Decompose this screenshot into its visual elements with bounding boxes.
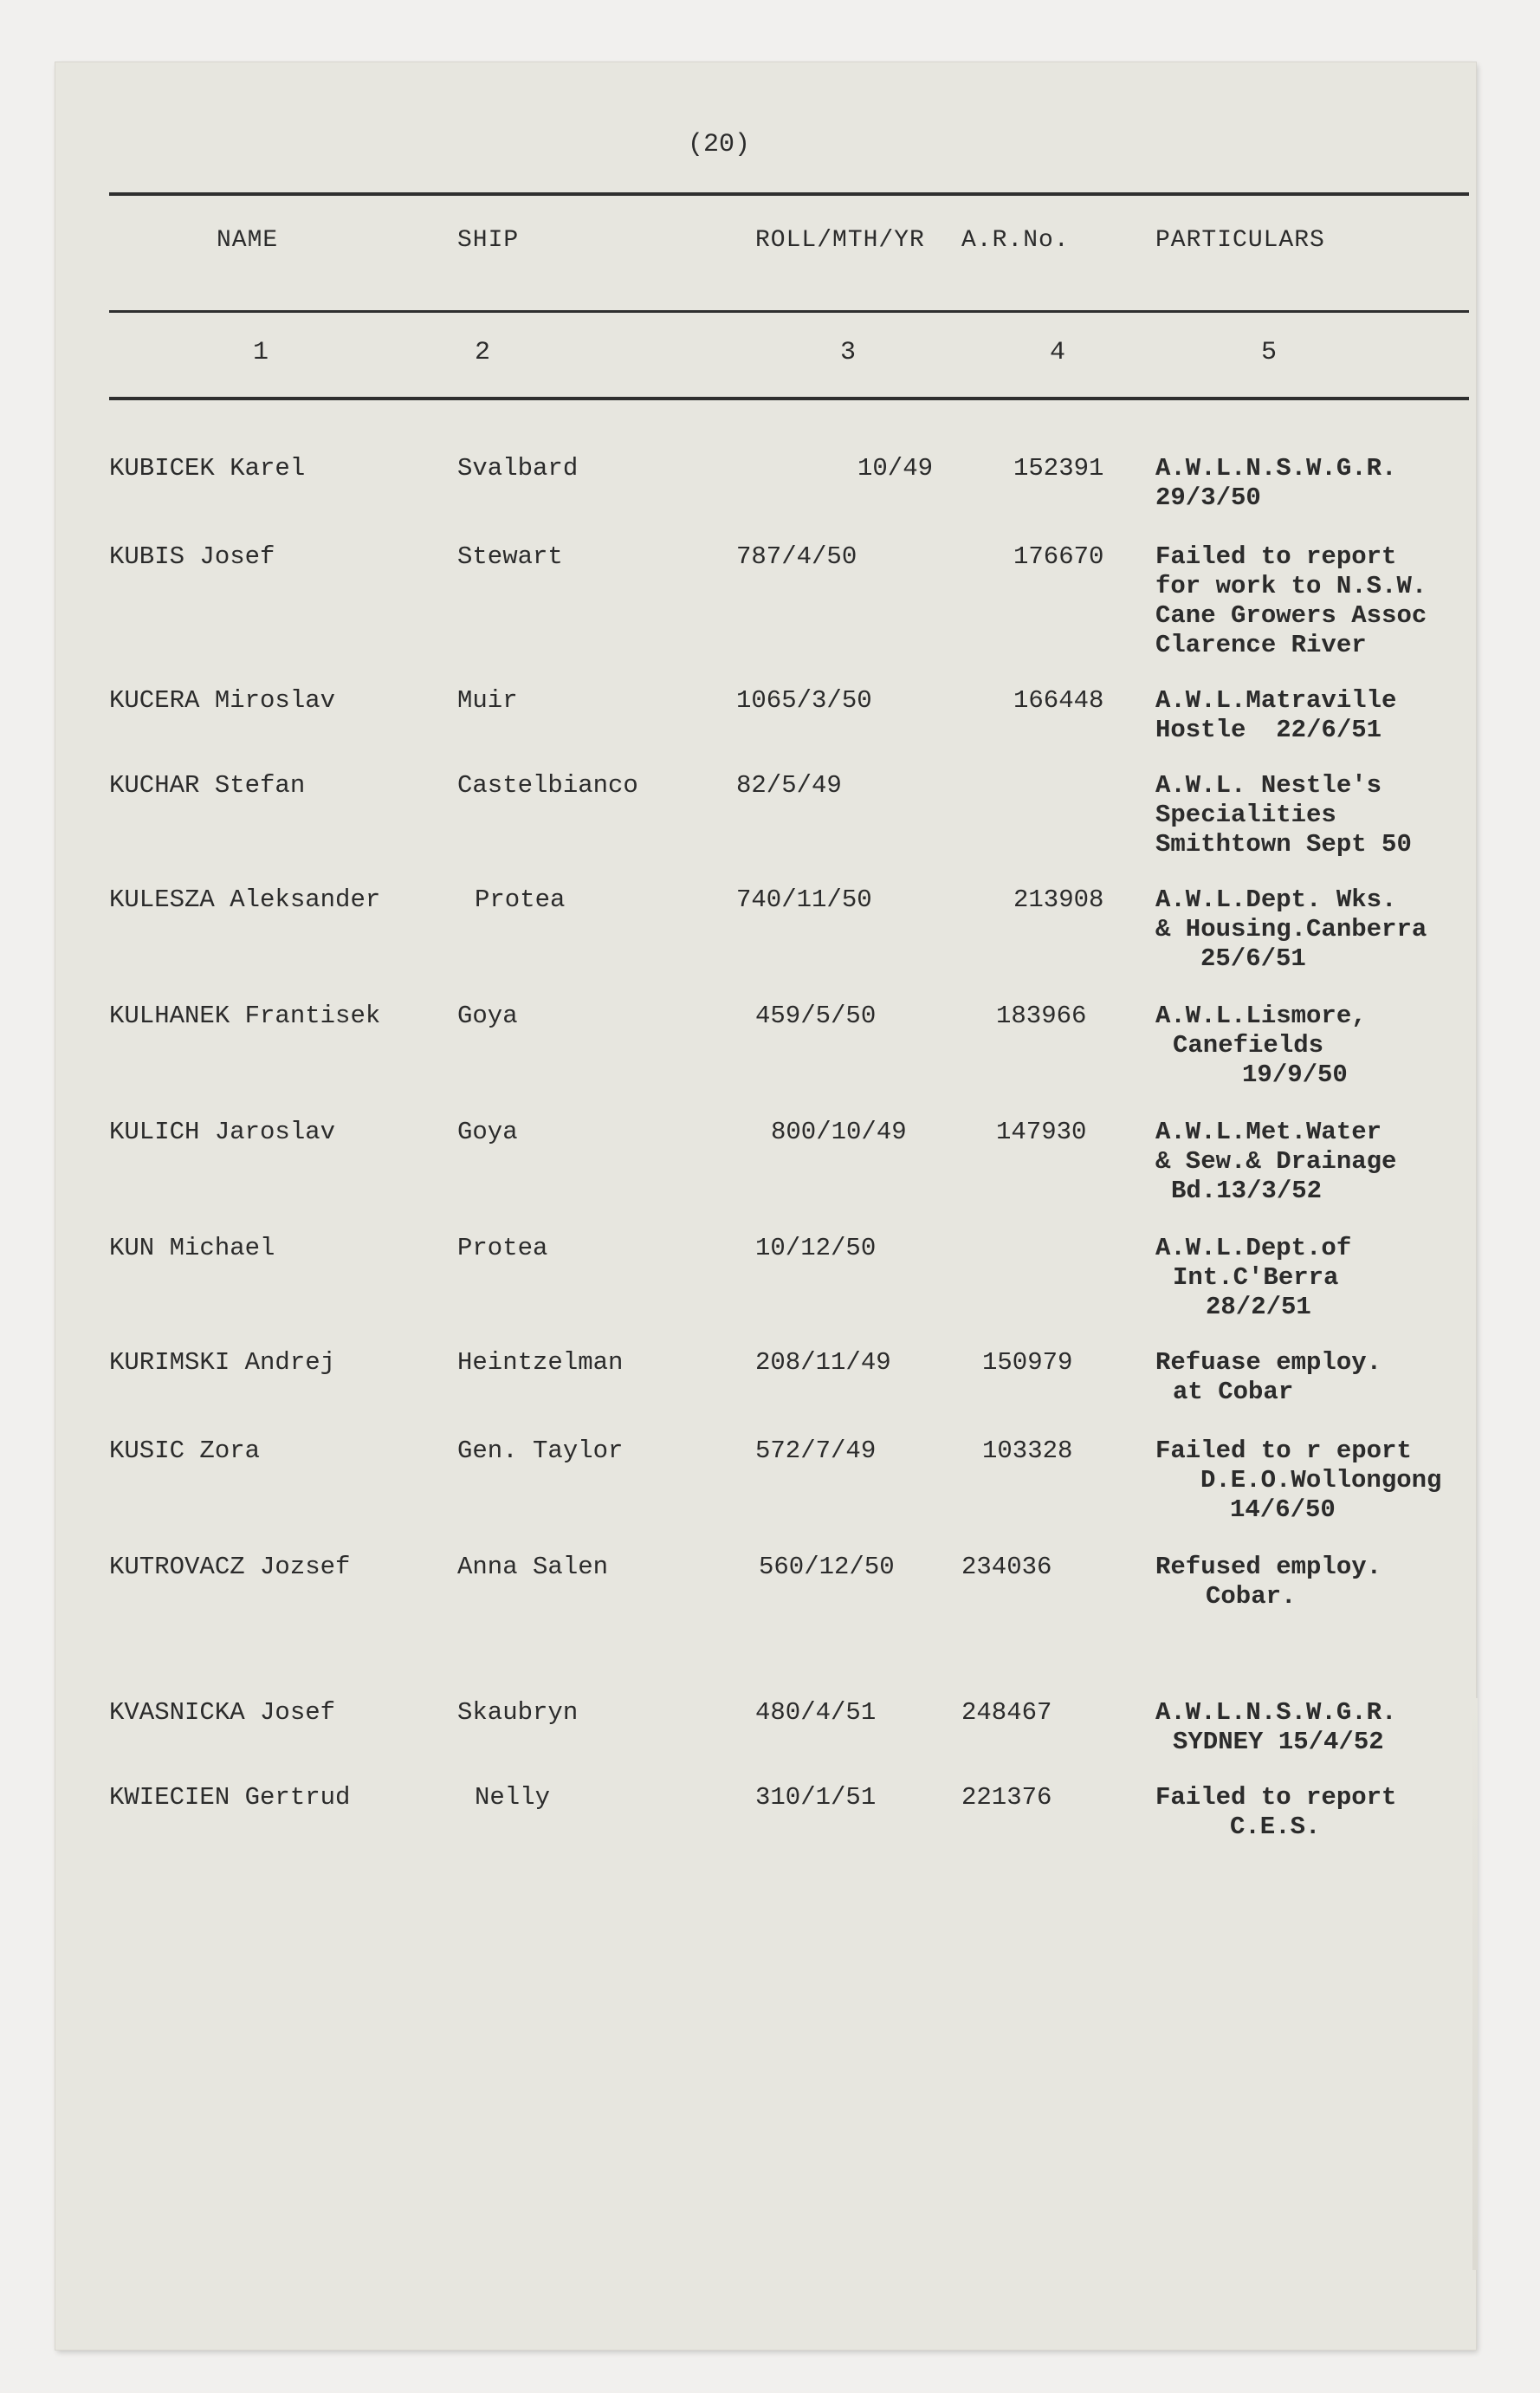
row-6-particulars-line-1: A.W.L.Lismore, <box>1155 1002 1367 1030</box>
row-7-ar-no: 147930 <box>996 1118 1087 1146</box>
row-4-particulars-line-3: Smithtown Sept 50 <box>1155 830 1412 859</box>
row-1-roll: 10/49 <box>857 454 934 483</box>
row-11-name: KUTROVACZ Jozsef <box>109 1553 351 1581</box>
row-11-ship: Anna Salen <box>457 1553 609 1581</box>
row-9-particulars-line-2: at Cobar <box>1173 1378 1294 1406</box>
row-8-roll: 10/12/50 <box>755 1234 877 1262</box>
row-2-ar-no: 176670 <box>1013 542 1104 571</box>
row-1-particulars-line-2: 29/3/50 <box>1155 483 1261 512</box>
row-10-name: KUSIC Zora <box>109 1436 261 1465</box>
row-13-ship: Nelly <box>475 1783 551 1812</box>
header-name: NAME <box>217 227 279 254</box>
row-2-roll: 787/4/50 <box>736 542 857 571</box>
row-11-roll: 560/12/50 <box>759 1553 895 1581</box>
row-5-particulars-line-2: & Housing.Canberra <box>1155 915 1427 944</box>
row-2-ship: Stewart <box>457 542 563 571</box>
row-8-ship: Protea <box>457 1234 548 1262</box>
row-3-ship: Muir <box>457 686 518 715</box>
row-5-particulars-line-1: A.W.L.Dept. Wks. <box>1155 885 1397 914</box>
row-5-roll: 740/11/50 <box>736 885 872 914</box>
row-7-ship: Goya <box>457 1118 518 1146</box>
row-12-name: KVASNICKA Josef <box>109 1698 336 1727</box>
row-6-particulars-line-3: 19/9/50 <box>1242 1060 1348 1089</box>
row-6-ship: Goya <box>457 1002 518 1030</box>
row-12-roll: 480/4/51 <box>755 1698 877 1727</box>
column-number-5: 5 <box>1261 338 1278 367</box>
row-13-particulars-line-1: Failed to report <box>1155 1783 1397 1812</box>
row-7-name: KULICH Jaroslav <box>109 1118 336 1146</box>
header-particulars: PARTICULARS <box>1155 227 1325 254</box>
row-1-ship: Svalbard <box>457 454 579 483</box>
row-9-roll: 208/11/49 <box>755 1348 891 1377</box>
row-8-particulars-line-3: 28/2/51 <box>1206 1293 1311 1321</box>
row-12-ship: Skaubryn <box>457 1698 579 1727</box>
row-10-particulars-line-2: D.E.O.Wollongong <box>1200 1466 1442 1495</box>
row-7-roll: 800/10/49 <box>771 1118 907 1146</box>
row-10-particulars-line-1: Failed to r eport <box>1155 1436 1412 1465</box>
row-2-particulars-line-1: Failed to report <box>1155 542 1397 571</box>
row-4-ship: Castelbianco <box>457 771 638 800</box>
row-6-name: KULHANEK Frantisek <box>109 1002 381 1030</box>
row-7-particulars-line-1: A.W.L.Met.Water <box>1155 1118 1382 1146</box>
column-number-1: 1 <box>253 338 269 367</box>
row-5-ship: Protea <box>475 885 566 914</box>
row-11-particulars-line-2: Cobar. <box>1206 1582 1297 1611</box>
row-5-ar-no: 213908 <box>1013 885 1104 914</box>
row-9-particulars-line-1: Refuase employ. <box>1155 1348 1382 1377</box>
row-2-particulars-line-4: Clarence River <box>1155 631 1367 659</box>
row-8-name: KUN Michael <box>109 1234 275 1262</box>
row-13-particulars-line-2: C.E.S. <box>1230 1813 1321 1841</box>
row-7-particulars-line-2: & Sew.& Drainage <box>1155 1147 1397 1176</box>
row-10-particulars-line-3: 14/6/50 <box>1230 1495 1336 1524</box>
row-2-particulars-line-2: for work to N.S.W. <box>1155 572 1427 600</box>
row-7-particulars-line-3: Bd.13/3/52 <box>1171 1177 1323 1205</box>
row-13-roll: 310/1/51 <box>755 1783 877 1812</box>
row-3-ar-no: 166448 <box>1013 686 1104 715</box>
header-ar-no: A.R.No. <box>961 227 1070 254</box>
row-10-ar-no: 103328 <box>982 1436 1073 1465</box>
row-4-roll: 82/5/49 <box>736 771 842 800</box>
row-12-ar-no: 248467 <box>961 1698 1052 1727</box>
row-8-particulars-line-2: Int.C'Berra <box>1173 1263 1339 1292</box>
header-ship: SHIP <box>457 227 520 254</box>
row-5-name: KULESZA Aleksander <box>109 885 381 914</box>
header-rule-top <box>109 192 1469 196</box>
row-3-roll: 1065/3/50 <box>736 686 872 715</box>
row-4-name: KUCHAR Stefan <box>109 771 306 800</box>
row-13-ar-no: 221376 <box>961 1783 1052 1812</box>
column-number-3: 3 <box>840 338 857 367</box>
row-10-ship: Gen. Taylor <box>457 1436 624 1465</box>
row-9-name: KURIMSKI Andrej <box>109 1348 336 1377</box>
row-6-ar-no: 183966 <box>996 1002 1087 1030</box>
row-5-particulars-line-3: 25/6/51 <box>1200 944 1306 973</box>
row-2-name: KUBIS Josef <box>109 542 275 571</box>
row-4-particulars-line-2: Specialities <box>1155 801 1336 829</box>
torn-edge <box>1472 1698 1478 2270</box>
row-3-particulars-line-1: A.W.L.Matraville <box>1155 686 1397 715</box>
row-6-particulars-line-2: Canefields <box>1173 1031 1324 1060</box>
row-1-ar-no: 152391 <box>1013 454 1104 483</box>
row-8-particulars-line-1: A.W.L.Dept.of <box>1155 1234 1352 1262</box>
row-11-particulars-line-1: Refused employ. <box>1155 1553 1382 1581</box>
row-11-ar-no: 234036 <box>961 1553 1052 1581</box>
row-10-roll: 572/7/49 <box>755 1436 877 1465</box>
row-9-ar-no: 150979 <box>982 1348 1073 1377</box>
row-12-particulars-line-2: SYDNEY 15/4/52 <box>1173 1728 1384 1756</box>
header-rule-middle <box>109 310 1469 313</box>
column-number-4: 4 <box>1050 338 1066 367</box>
page-number: (20) <box>688 130 751 159</box>
column-number-2: 2 <box>475 338 491 367</box>
header-roll: ROLL/MTH/YR <box>755 227 925 254</box>
row-1-name: KUBICEK Karel <box>109 454 306 483</box>
document-sheet <box>55 62 1476 2350</box>
row-13-name: KWIECIEN Gertrud <box>109 1783 351 1812</box>
header-rule-bottom <box>109 397 1469 400</box>
row-4-particulars-line-1: A.W.L. Nestle's <box>1155 771 1382 800</box>
row-9-ship: Heintzelman <box>457 1348 624 1377</box>
row-1-particulars-line-1: A.W.L.N.S.W.G.R. <box>1155 454 1397 483</box>
row-12-particulars-line-1: A.W.L.N.S.W.G.R. <box>1155 1698 1397 1727</box>
row-3-name: KUCERA Miroslav <box>109 686 336 715</box>
row-6-roll: 459/5/50 <box>755 1002 877 1030</box>
row-3-particulars-line-2: Hostle 22/6/51 <box>1155 716 1382 744</box>
row-2-particulars-line-3: Cane Growers Assoc <box>1155 601 1427 630</box>
